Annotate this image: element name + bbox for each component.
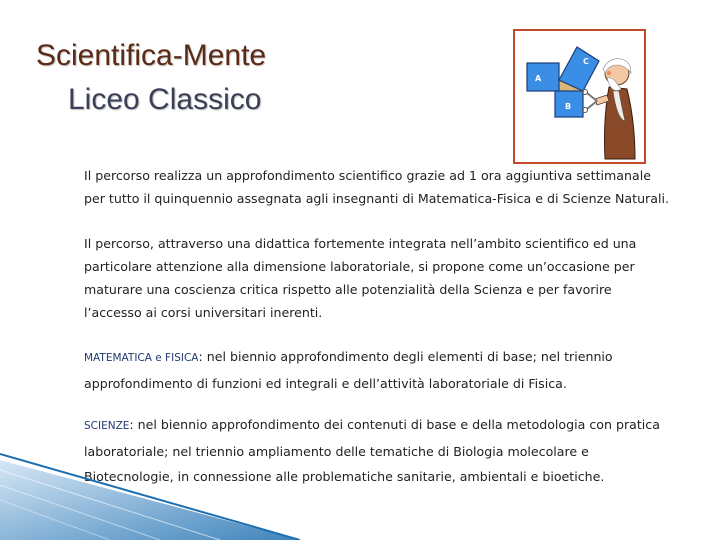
text-line (84, 344, 694, 371)
pythagoras-illustration (513, 29, 646, 164)
text-line: Il percorso, attraverso una didattica fortemente integrata nell’ambito scientifico ed una (84, 236, 637, 251)
paragraph-intro (84, 164, 694, 210)
text-line: maturare una coscienza critica rispetto alle potenzialità della Scienza e per favorire (84, 282, 612, 297)
label-a: A (535, 74, 542, 83)
text-line: per tutto il quinquennio assegnata agli insegnanti di Matematica-Fisica e di Scienze Naturali. (84, 191, 669, 206)
text-line: Il percorso realizza un approfondimento scientifico grazie ad 1 ora aggiuntiva settimanale (84, 168, 651, 183)
label-c: C (583, 57, 589, 66)
subject-keyword: MATEMATICA e FISICA (84, 352, 199, 364)
label-b: B (565, 102, 572, 111)
slide-subtitle: Liceo Classico (68, 83, 262, 116)
text-line (84, 412, 694, 439)
corner-wave-decoration (0, 440, 300, 540)
subject-keyword: SCIENZE (84, 420, 130, 432)
square-a (527, 63, 559, 91)
text-line: approfondimento di funzioni ed integrali e dell’attività laboratoriale di Fisica. (84, 376, 567, 391)
text-line: laboratoriale; nel triennio ampliamento delle tematiche di Biologia molecolare e (84, 444, 589, 459)
text-line: l’accesso ai corsi universitari inerenti. (84, 305, 323, 320)
slide-title: Scientifica-Mente (36, 39, 267, 72)
text-segment: : nel biennio approfondimento degli elementi di base; nel triennio (198, 349, 613, 364)
paragraph-matematica-fisica (84, 344, 694, 396)
text-line: Biotecnologie, in connessione alle problematiche sanitarie, ambientali e bioetiche. (84, 469, 605, 484)
text-line: particolare attenzione alla dimensione laboratoriale, si propone come un’occasione per (84, 259, 635, 274)
text-segment: : nel biennio approfondimento dei contenuti di base e della metodologia con pratica (129, 417, 660, 432)
paragraph-method (84, 232, 694, 324)
